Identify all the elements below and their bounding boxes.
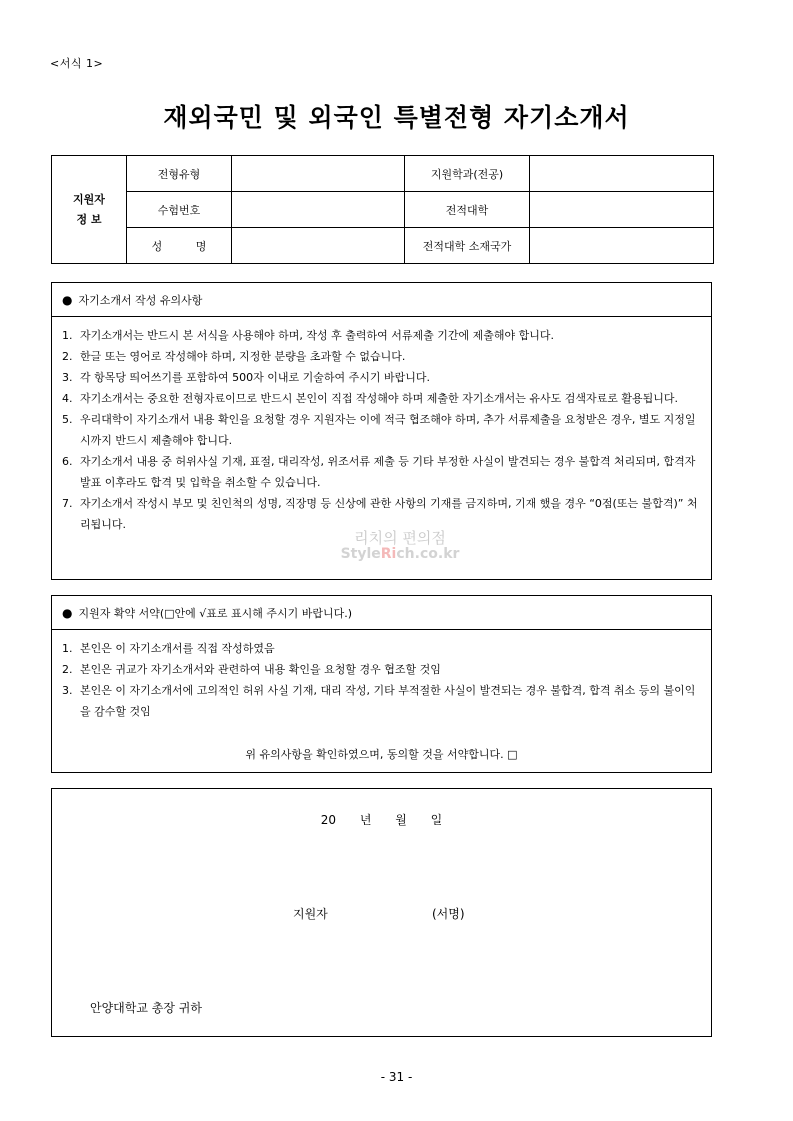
addressee: 안양대학교 총장 귀하 — [90, 1001, 202, 1015]
notice-item: 5. 우리대학이 자기소개서 내용 확인을 요청할 경우 지원자는 이에 적극 협조해야 하며, 추가 서류제출을 요청받은 경우, 별도 지정일시까지 반드시 제출해야 합니다. — [62, 413, 696, 447]
applicant-signature-label: 지원자 — [293, 907, 328, 921]
document-title: 재외국민 및 외국인 특별전형 자기소개서 — [163, 103, 630, 132]
notice-item: 2. 한글 또는 영어로 작성해야 하며, 지정한 분량을 초과할 수 없습니다. — [62, 350, 406, 363]
date-line[interactable]: 20 년 월 일 — [320, 813, 443, 827]
notice-item: 1. 자기소개서는 반드시 본 서식을 사용해야 하며, 작성 후 출력하여 서류제출 기간에 제출해야 합니다. — [62, 329, 554, 342]
previous-university-country-label: 전적대학 소재국가 — [405, 228, 530, 264]
name-label: 성 명 — [127, 228, 232, 264]
notice-item: 7. 자기소개서 작성시 부모 및 친인척의 성명, 직장명 등 신상에 관한 사항의 기재를 금지하며, 기재 했을 경우 “0점(또는 불합격)” 처리됩니다. — [62, 497, 698, 531]
signature-field[interactable]: (서명) — [432, 907, 465, 921]
department-label: 지원학과(전공) — [405, 156, 530, 192]
admission-type-label: 전형유형 — [127, 156, 232, 192]
previous-university-field[interactable] — [530, 192, 714, 228]
pledge-section — [51, 595, 712, 773]
exam-number-label: 수험번호 — [127, 192, 232, 228]
exam-number-field[interactable] — [232, 192, 405, 228]
admission-type-field[interactable] — [232, 156, 405, 192]
watermark: 리치의 편의점 StyleRich.co.kr — [340, 529, 460, 562]
pledge-item: 3. 본인은 이 자기소개서에 고의적인 허위 사실 기재, 대리 작성, 기타 부적절한 사실이 발견되는 경우 불합격, 합격 취소 등의 불이익을 감수할 것임 — [62, 684, 696, 718]
previous-university-country-field[interactable] — [530, 228, 714, 264]
department-field[interactable] — [530, 156, 714, 192]
applicant-info-table — [51, 155, 714, 264]
bullet-icon: ● — [62, 292, 73, 307]
notice-item: 3. 각 항목당 띄어쓰기를 포함하여 500자 이내로 기술하여 주시기 바랍니다. — [62, 371, 430, 384]
pledge-list — [52, 630, 711, 722]
bullet-icon: ● — [62, 605, 73, 620]
pledge-item: 1. 본인은 이 자기소개서를 직접 작성하였음 — [62, 642, 275, 655]
pledge-item: 2. 본인은 귀교가 자기소개서와 관련하여 내용 확인을 요청할 경우 협조할 것임 — [62, 663, 441, 676]
page-number: - 31 - — [380, 1070, 413, 1084]
form-number-label: <서식 1> — [50, 57, 104, 70]
previous-university-label: 전적대학 — [405, 192, 530, 228]
pledge-heading — [52, 596, 711, 630]
pledge-confirm-checkbox[interactable]: 위 유의사항을 확인하였으며, 동의할 것을 서약합니다. □ — [245, 748, 518, 761]
notice-list — [52, 317, 711, 535]
notice-heading-text: 자기소개서 작성 유의사항 — [78, 293, 203, 307]
applicant-info-heading: 지원자 정 보 — [52, 156, 127, 264]
notice-item: 4. 자기소개서는 중요한 전형자료이므로 반드시 본인이 직접 작성해야 하며 제출한 자기소개서는 유사도 검색자료로 활용됩니다. — [62, 392, 679, 405]
notice-item: 6. 자기소개서 내용 중 허위사실 기재, 표절, 대리작성, 위조서류 제출 등 기타 부정한 사실이 발견되는 경우 불합격 처리되며, 합격자 발표 이후라도 합격 및 입학을 취소할 수 있습니다. — [62, 455, 696, 489]
signature-section — [51, 788, 712, 1037]
pledge-heading-text: 지원자 확약 서약(□안에 √표로 표시해 주시기 바랍니다.) — [78, 606, 353, 620]
notice-heading — [52, 283, 711, 317]
name-field[interactable] — [232, 228, 405, 264]
